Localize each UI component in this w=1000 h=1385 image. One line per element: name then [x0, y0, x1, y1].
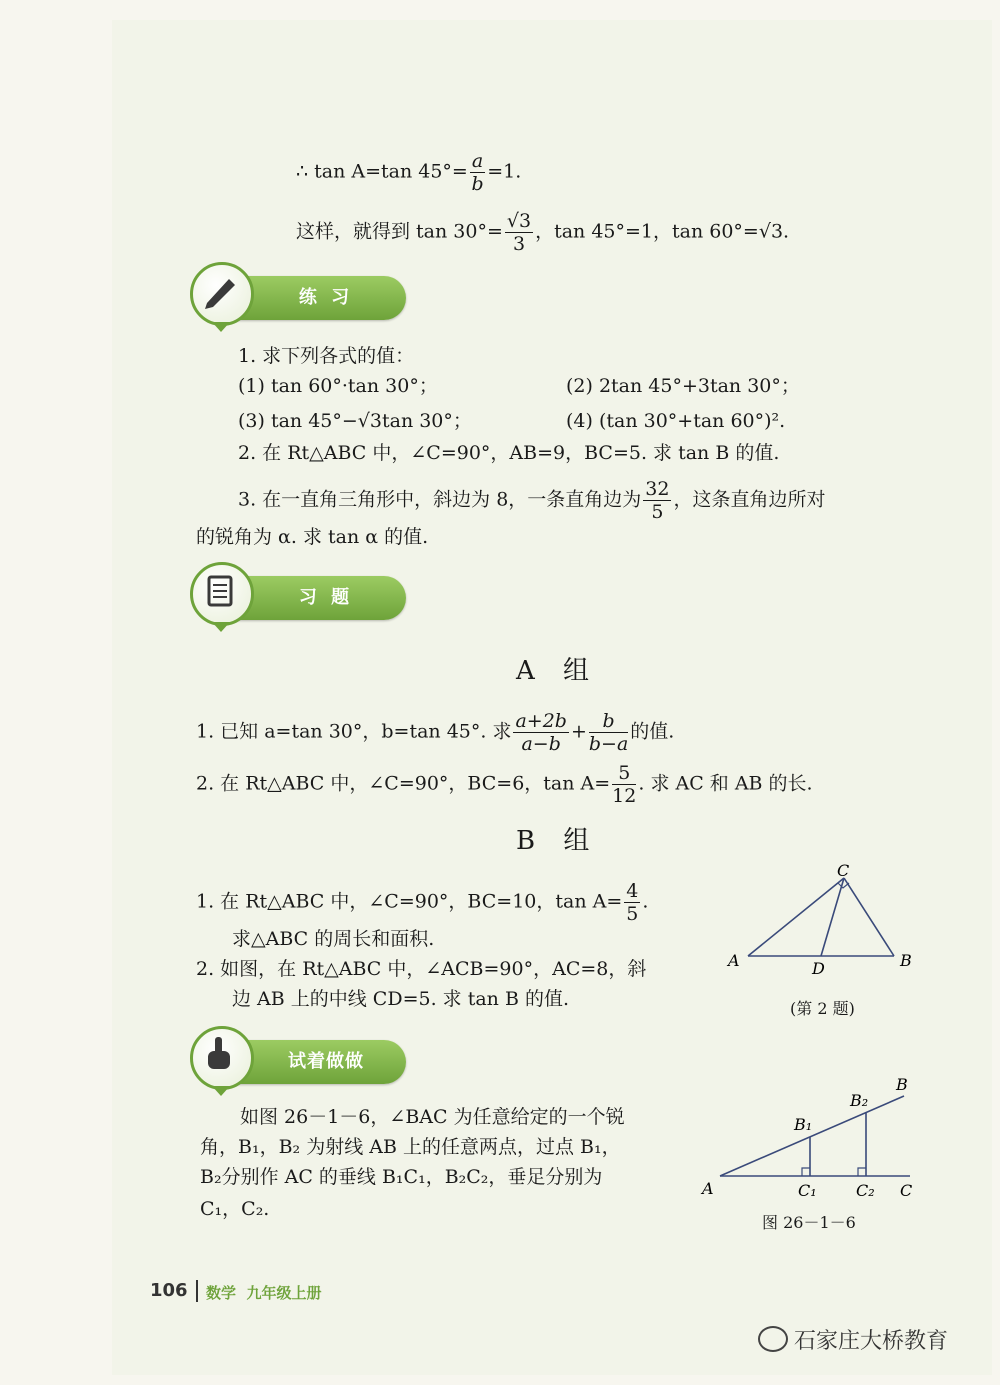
try-banner-label: 试着做做 [288, 1051, 364, 1072]
denominator: 5 [626, 903, 639, 925]
practice-q1-2: (2) 2tan 45°+3tan 30°； [566, 375, 800, 397]
a2-text-a: 2. 在 Rt△ABC 中，∠C=90°，BC=6，tan A= [196, 772, 611, 795]
right-angle-c1 [802, 1168, 810, 1176]
exercise-b1 [196, 880, 648, 925]
try-paragraph-line4: C₁，C₂. [200, 1198, 270, 1220]
practice-q1-3: (3) tan 45°−√3tan 30°； [238, 410, 472, 432]
exercise-b1-line2: 求△ABC 的周长和面积. [232, 928, 435, 950]
plus-sign: + [570, 720, 587, 743]
equals-one: =1. [487, 160, 522, 183]
label-c: C [900, 1181, 913, 1200]
try-banner [196, 1040, 406, 1084]
exercise-a2 [196, 762, 813, 807]
result-prefix: 这样，就得到 tan 30°= [296, 220, 503, 243]
fraction-a1-2 [589, 710, 628, 755]
book-title: 数学 九年级上册 [206, 1284, 322, 1302]
exercises-banner [196, 576, 406, 620]
right-angle-mark [838, 883, 849, 888]
practice-banner-label: 练 习 [298, 287, 354, 308]
figure-caption-26-1-6: 图 26－1－6 [762, 1213, 856, 1232]
pencil-icon [190, 262, 254, 326]
label-b: B [900, 951, 912, 970]
label-c2: C₂ [856, 1181, 875, 1200]
b1-text-a: 1. 在 Rt△ABC 中，∠C=90°，BC=10，tan A= [196, 890, 623, 913]
label-b2: B₂ [850, 1091, 869, 1110]
fraction-5-12 [612, 762, 636, 807]
denominator: b [471, 173, 484, 195]
numerator: √3 [506, 210, 532, 232]
result-suffix: ，tan 45°=1，tan 60°=√3. [535, 220, 790, 243]
banner-pointer [212, 322, 230, 332]
label-c: C [837, 862, 850, 880]
side-ac [748, 878, 844, 956]
therefore-text: ∴ tan A=tan 45°= [296, 160, 468, 183]
page-number: 106 [150, 1280, 188, 1301]
b1-text-b: . [642, 890, 649, 913]
label-d: D [812, 959, 825, 978]
exercise-b2-line1: 2. 如图，在 Rt△ABC 中，∠ACB=90°，AC=8，斜 [196, 958, 647, 980]
group-a-heading: A 组 [516, 656, 600, 686]
numerator: a [471, 150, 484, 172]
q3-text-b: ，这条直角边所对 [673, 488, 826, 511]
fraction-4-5 [624, 880, 640, 925]
ray-ab [720, 1096, 904, 1176]
a2-text-b: . 求 AC 和 AB 的长. [638, 772, 813, 795]
therefore-line [296, 150, 521, 195]
banner-pointer [212, 1086, 230, 1096]
triangle-figure-problem2 [726, 862, 926, 978]
q3-text-a: 3. 在一直角三角形中，斜边为 8，一条直角边为 [238, 488, 642, 511]
fraction-a-b [470, 150, 485, 195]
footer-divider [196, 1280, 198, 1302]
fraction-sqrt3-3 [505, 210, 533, 255]
a1-text-a: 1. 已知 a=tan 30°，b=tan 45°. 求 [196, 720, 512, 743]
median-cd [821, 878, 844, 956]
denominator: b−a [588, 733, 629, 755]
label-a: A [702, 1179, 714, 1198]
right-angle-c2 [858, 1168, 866, 1176]
practice-q1-title: 1. 求下列各式的值： [238, 345, 415, 367]
numerator: 5 [612, 762, 636, 785]
denominator: 12 [612, 785, 637, 807]
exercises-banner-label: 习 题 [298, 587, 354, 608]
try-paragraph-line1: 如图 26－1－6，∠BAC 为任意给定的一个锐 [240, 1106, 625, 1128]
figure-26-1-6 [700, 1074, 930, 1204]
practice-banner [196, 276, 406, 320]
banner-pointer [212, 622, 230, 632]
label-b1: B₁ [794, 1115, 813, 1134]
denominator: a−b [521, 733, 561, 755]
group-b-heading: B 组 [516, 826, 600, 856]
fraction-a1-1 [513, 710, 569, 755]
practice-q3-line1 [238, 478, 826, 523]
a1-text-b: 的值. [630, 720, 675, 743]
practice-q1-1: (1) tan 60°·tan 30°； [238, 375, 438, 397]
fraction-32-5 [643, 478, 671, 523]
practice-q3-line2: 的锐角为 α. 求 tan α 的值. [196, 526, 429, 548]
exercise-b2-line2: 边 AB 上的中线 CD=5. 求 tan B 的值. [232, 988, 569, 1010]
exercise-a1 [196, 710, 674, 755]
watermark-text: 石家庄大桥教育 [794, 1329, 949, 1354]
numerator: 32 [645, 478, 670, 500]
denominator: 3 [512, 233, 526, 255]
try-paragraph-line3: B₂分别作 AC 的垂线 B₁C₁，B₂C₂，垂足分别为 [200, 1166, 603, 1188]
wechat-icon [758, 1326, 788, 1352]
denominator: 5 [651, 501, 664, 523]
figure-caption-problem2: (第 2 题) [790, 999, 855, 1018]
notebook-icon [190, 562, 254, 626]
result-line [296, 210, 789, 255]
side-cb [844, 878, 894, 956]
practice-q2: 2. 在 Rt△ABC 中，∠C=90°，AB=9，BC=5. 求 tan B 的值. [238, 442, 780, 464]
label-a: A [728, 951, 740, 970]
hand-pointing-icon [190, 1026, 254, 1090]
label-b: B [896, 1075, 908, 1094]
practice-q1-4: (4) (tan 30°+tan 60°)². [566, 410, 786, 432]
numerator: b [589, 710, 628, 733]
numerator: 4 [626, 880, 639, 902]
try-paragraph-line2: 角，B₁，B₂ 为射线 AB 上的任意两点，过点 B₁， [200, 1136, 621, 1158]
label-c1: C₁ [798, 1181, 817, 1200]
numerator: a+2b [515, 710, 567, 732]
